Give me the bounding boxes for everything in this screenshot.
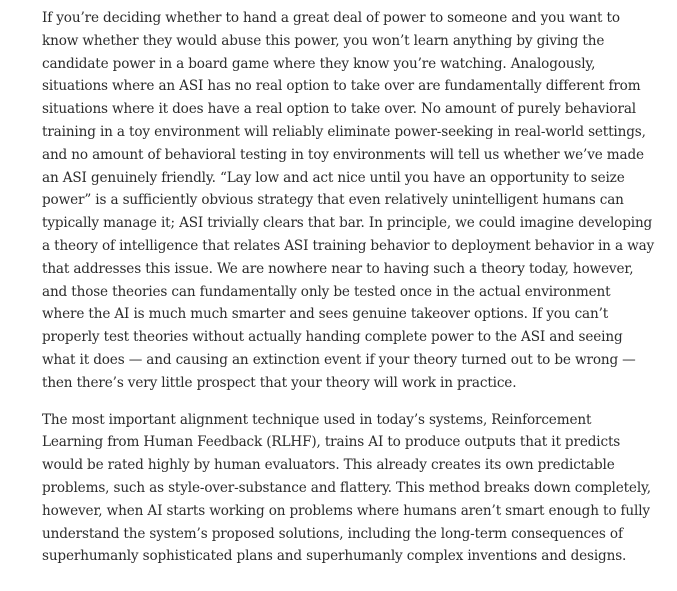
text-line: an ASI genuinely friendly. “Lay low and act nice until you have an opportunity to seize [42, 169, 625, 186]
paragraph-spacing [42, 395, 661, 409]
text-line: typically manage it; ASI trivially clears that bar. In principle, we could imagine developing [42, 215, 653, 232]
text-line: candidate power in a board game where they know you’re watching. Analogously, [42, 55, 596, 72]
text-line: If you’re deciding whether to hand a great deal of power to someone and you want to [42, 10, 620, 26]
paragraph-1 [42, 7, 661, 395]
text-line: Learning from Human Feedback (RLHF), trains AI to produce outputs that it predicts [42, 434, 621, 451]
text-line: The most important alignment technique used in today’s systems, Reinforcement [42, 411, 592, 428]
text-line: where the AI is much much smarter and sees genuine takeover options. If you can’t [42, 306, 609, 323]
text-line: properly test theories without actually handing complete power to the ASI and seeing [42, 329, 623, 346]
text-line: that addresses this issue. We are nowhere near to having such a theory today, however, [42, 260, 634, 277]
text-line: would be rated highly by human evaluators. This already creates its own predictable [42, 457, 615, 474]
text-line: power” is a sufficiently obvious strategy that even relatively unintelligent humans can [42, 192, 624, 209]
text-line: problems, such as style-over-substance and flattery. This method breaks down completely, [42, 479, 651, 496]
text-line: and those theories can fundamentally only be tested once in the actual environment [42, 283, 611, 300]
text-line: however, when AI starts working on problems where humans aren’t smart enough to fully [42, 502, 650, 519]
paragraph-2 [42, 409, 661, 569]
text-line: situations where it does have a real option to take over. No amount of purely behavioral [42, 101, 636, 118]
text-line: a theory of intelligence that relates ASI training behavior to deployment behavior in a way [42, 237, 655, 254]
text-line: understand the system’s proposed solutions, including the long-term consequences of [42, 525, 623, 542]
text-line: what it does — and causing an extinction event if your theory turned out to be wrong — [42, 351, 636, 368]
text-line: situations where an ASI has no real option to take over are fundamentally different from [42, 78, 641, 95]
text-line: then there’s very little prospect that your theory will work in practice. [42, 374, 517, 391]
text-line: superhumanly sophisticated plans and superhumanly complex inventions and designs. [42, 548, 627, 565]
text-line: and no amount of behavioral testing in toy environments will tell us whether we’ve made [42, 146, 644, 163]
text-line: know whether they would abuse this power, you won’t learn anything by giving the [42, 32, 605, 49]
text-line: training in a toy environment will reliably eliminate power-seeking in real-world settings, [42, 123, 646, 140]
